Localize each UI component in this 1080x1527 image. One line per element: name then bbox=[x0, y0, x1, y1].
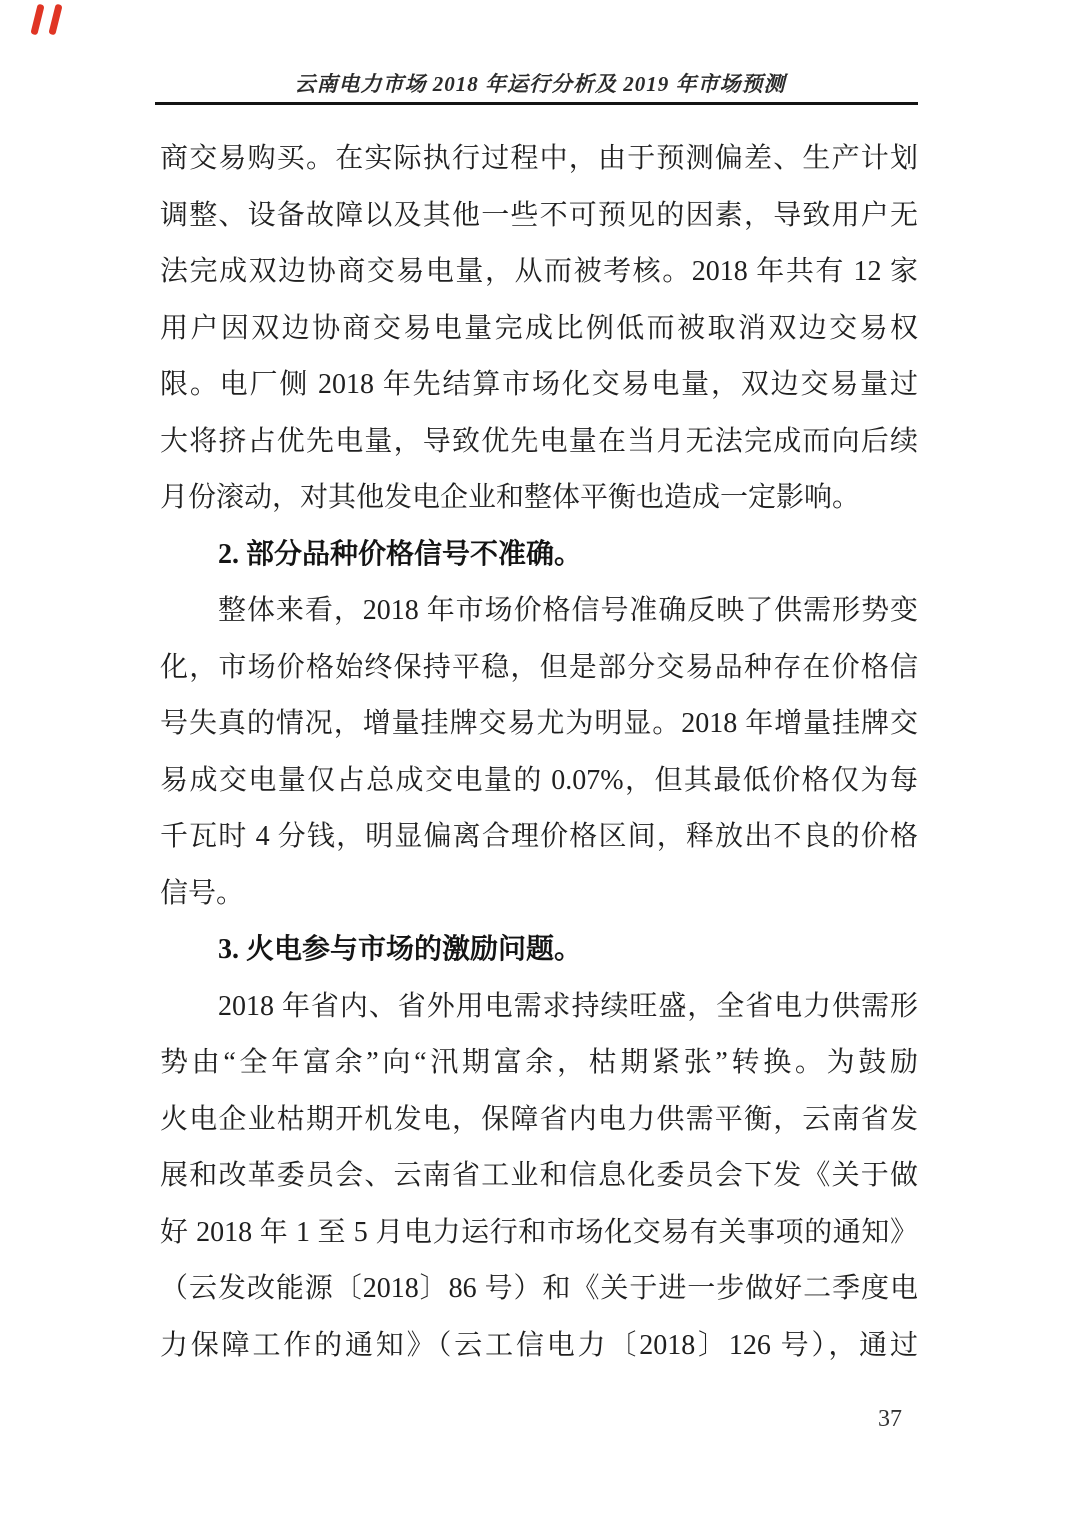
body-line: 好 2018 年 1 至 5 月电力运行和市场化交易有关事项的通知》 bbox=[160, 1216, 918, 1248]
body-line: 化，市场价格始终保持平稳，但是部分交易品种存在价格信 bbox=[160, 651, 918, 683]
body-line: 用户因双边协商交易电量完成比例低而被取消双边交易权 bbox=[160, 312, 918, 344]
running-head-title: 云南电力市场 2018 年运行分析及 2019 年市场预测 bbox=[294, 72, 786, 96]
body-line: 2018 年省内、省外用电需求持续旺盛，全省电力供需形 bbox=[218, 990, 918, 1022]
body-line: 商交易购买。在实际执行过程中，由于预测偏差、生产计划 bbox=[160, 143, 918, 174]
body-line: 展和改革委员会、云南省工业和信息化委员会下发《关于做 bbox=[160, 1160, 918, 1191]
body-text bbox=[160, 131, 918, 1374]
body-line: 势由“全年富余”向“汛期富余，枯期紧张”转换。为鼓励 bbox=[160, 1047, 918, 1078]
body-line: 月份滚动，对其他发电企业和整体平衡也造成一定影响。 bbox=[160, 482, 861, 513]
body-line: 整体来看，2018 年市场价格信号准确反映了供需形势变 bbox=[218, 595, 918, 626]
body-line: 号失真的情况，增量挂牌交易尤为明显。2018 年增量挂牌交 bbox=[160, 708, 918, 739]
red-pen-stroke bbox=[48, 4, 62, 36]
red-pen-stroke bbox=[30, 4, 44, 36]
body-line: 大将挤占优先电量，导致优先电量在当月无法完成而向后续 bbox=[160, 425, 918, 457]
body-line: 法完成双边协商交易电量，从而被考核。2018 年共有 12 家 bbox=[160, 256, 918, 287]
section-heading-2: 2. 部分品种价格信号不准确。 bbox=[218, 538, 583, 570]
body-line: 易成交电量仅占总成交电量的 0.07%，但其最低价格仅为每 bbox=[160, 764, 918, 796]
body-line: 调整、设备故障以及其他一些不可预见的因素，导致用户无 bbox=[160, 199, 918, 231]
body-line: 限。电厂侧 2018 年先结算市场化交易电量，双边交易量过 bbox=[160, 369, 918, 400]
page-number: 37 bbox=[878, 1406, 902, 1432]
section-heading-3: 3. 火电参与市场的激励问题。 bbox=[218, 934, 583, 965]
body-line: 千瓦时 4 分钱，明显偏离合理价格区间，释放出不良的价格 bbox=[160, 821, 918, 852]
header-rule bbox=[155, 102, 918, 105]
red-pen-mark-icon bbox=[28, 2, 72, 40]
body-line: （云发改能源〔2018〕86 号）和《关于进一步做好二季度电 bbox=[160, 1273, 918, 1304]
body-line: 力保障工作的通知》（云工信电力〔2018〕126 号），通过 bbox=[160, 1329, 918, 1361]
body-line: 火电企业枯期开机发电，保障省内电力供需平衡，云南省发 bbox=[160, 1103, 918, 1135]
body-line: 信号。 bbox=[160, 877, 245, 909]
